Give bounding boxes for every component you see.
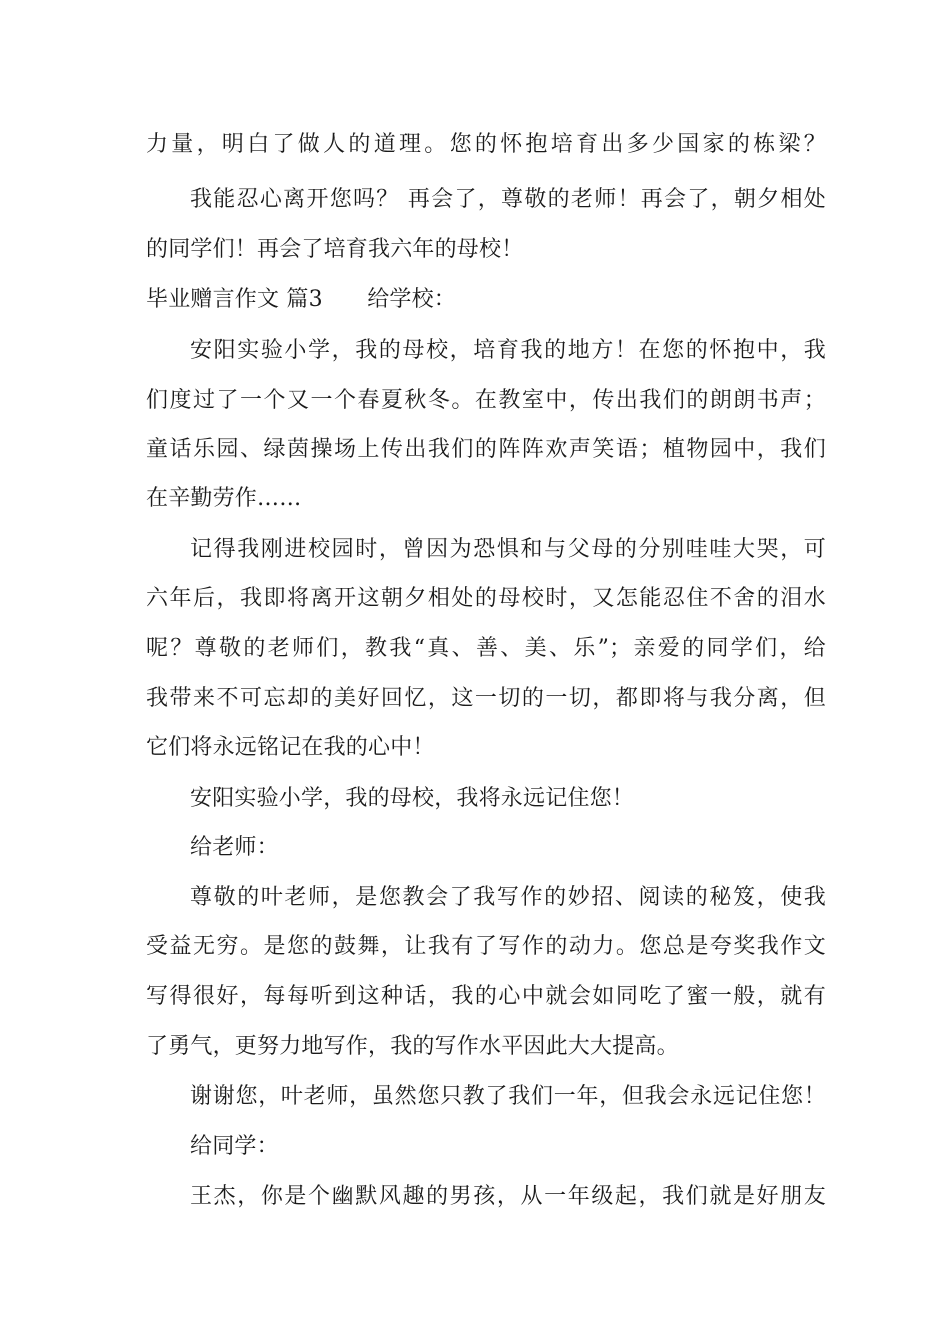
text-line: 受益无穷。是您的鼓舞，让我有了写作的动力。您总是夸奖我作文 <box>146 934 826 959</box>
text-line: 在辛勤劳作…… <box>146 486 302 511</box>
text-line: 了勇气，更努力地写作，我的写作水平因此大大提高。 <box>146 1034 679 1059</box>
text-line: 我带来不可忘却的美好回忆，这一切的一切，都即将与我分离，但 <box>146 686 826 711</box>
text-line: 尊敬的叶老师，是您教会了我写作的妙招、阅读的秘笈，使我 <box>190 885 826 910</box>
text-line: 童话乐园、绿茵操场上传出我们的阵阵欢声笑语；植物园中，我们 <box>146 437 826 462</box>
section-label-teacher: 给老师： <box>190 835 279 860</box>
text-line: 写得很好，每每听到这种话，我的心中就会如同吃了蜜一般，就有 <box>146 984 826 1009</box>
section-label-classmates: 给同学： <box>190 1134 279 1159</box>
text-line: 们度过了一个又一个春夏秋冬。在教室中，传出我们的朗朗书声； <box>146 388 826 413</box>
text-line: 王杰，你是个幽默风趣的男孩，从一年级起，我们就是好朋友 <box>190 1184 826 1209</box>
text-line: 呢？尊敬的老师们，教我“真、善、美、乐”；亲爱的同学们，给 <box>146 636 826 661</box>
text-line: 六年后，我即将离开这朝夕相处的母校时，又怎能忍住不舍的泪水 <box>146 586 826 611</box>
text-line: 它们将永远铭记在我的心中！ <box>146 735 435 760</box>
text-line: 谢谢您，叶老师，虽然您只教了我们一年，但我会永远记住您！ <box>190 1084 826 1109</box>
text-line: 我能忍心离开您吗？ 再会了，尊敬的老师！再会了，朝夕相处 <box>190 187 826 212</box>
text-line: 安阳实验小学，我的母校，培育我的地方！在您的怀抱中，我 <box>190 338 826 363</box>
text-line: 力量，明白了做人的道理。您的怀抱培育出多少国家的栋梁？ <box>146 132 826 157</box>
text-line: 记得我刚进校园时，曾因为恐惧和与父母的分别哇哇大哭，可 <box>190 537 826 562</box>
text-line: 的同学们！再会了培育我六年的母校！ <box>146 237 524 262</box>
section-heading: 毕业赠言作文 篇3 给学校： <box>146 287 456 312</box>
text-line: 安阳实验小学，我的母校，我将永远记住您！ <box>190 786 635 811</box>
